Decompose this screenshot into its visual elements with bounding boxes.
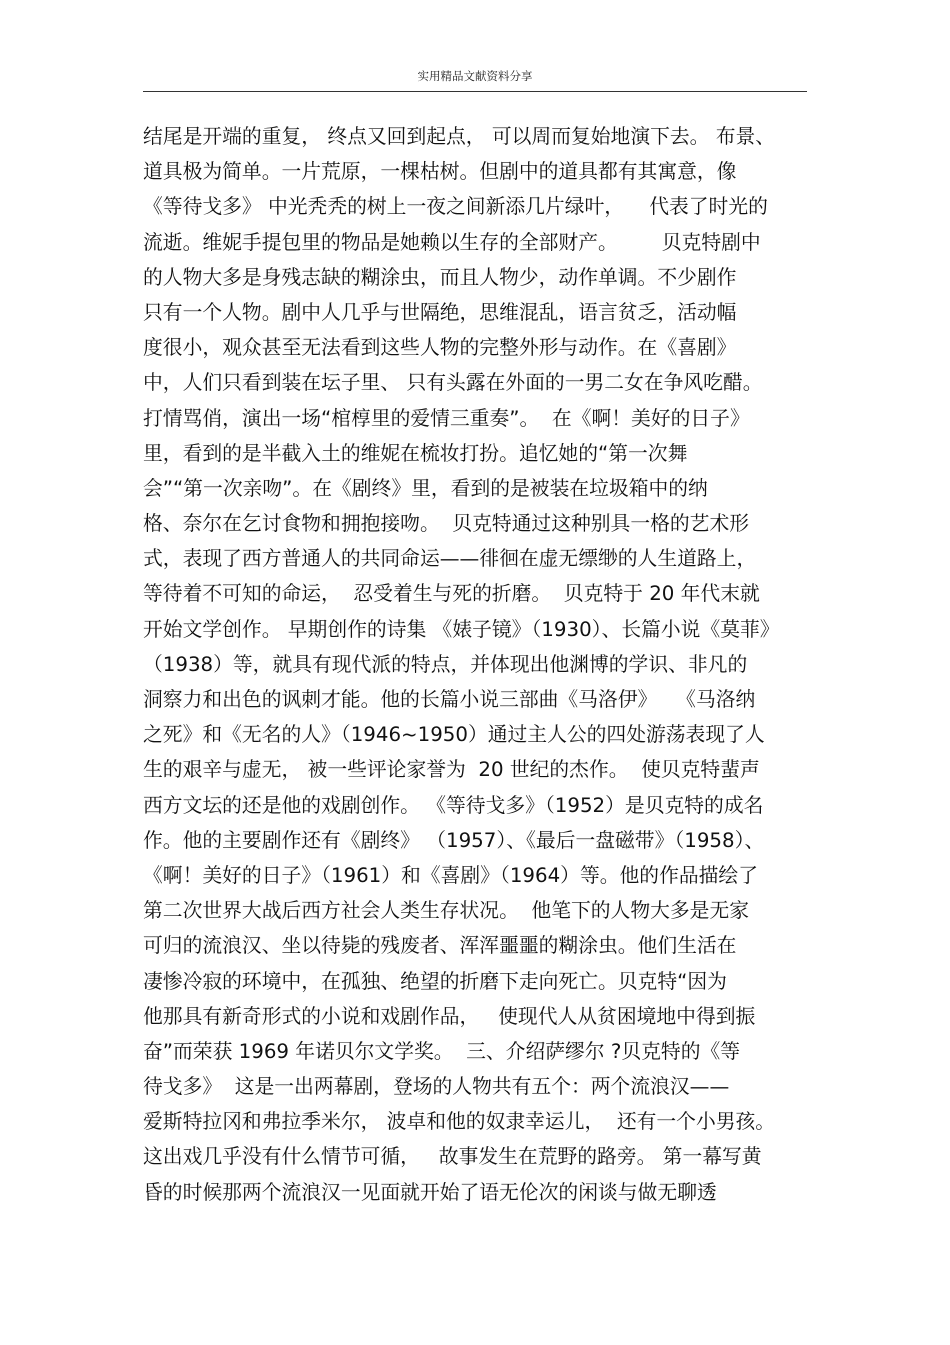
text-line: （1938）等，就具有现代派的特点，并体现出他渊博的学识、非凡的 [143, 652, 748, 676]
text-line: 第二次世界大战后西方社会人类生存状况。 他笔下的人物大多是无家 [143, 899, 750, 923]
text-line: 流逝。维妮手提包里的物品是她赖以生存的全部财产。 贝克特剧中 [143, 230, 761, 254]
text-line: 爱斯特拉冈和弗拉季米尔， 波卓和他的奴隶幸运儿， 还有一个小男孩。 [143, 1110, 776, 1134]
text-line: 等待着不可知的命运， 忍受着生与死的折磨。 贝克特于 20 年代末就 [143, 582, 760, 606]
text-line: 《等待戈多》 中光秃秃的树上一夜之间新添几片绿叶， 代表了时光的 [143, 195, 768, 219]
text-line: 只有一个人物。剧中人几乎与世隔绝，思维混乱，语言贫乏，活动幅 [143, 300, 737, 324]
text-line: 可归的流浪汉、坐以待毙的残废者、浑浑噩噩的糊涂虫。他们生活在 [143, 934, 737, 958]
text-line: 凄惨冷寂的环境中，在孤独、绝望的折磨下走向死亡。贝克特“因为 [143, 969, 727, 993]
text-line: 生的艰辛与虚无， 被一些评论家誉为 20 世纪的杰作。 使贝克特蜚声 [143, 758, 760, 782]
text-line: 度很小，观众甚至无法看到这些人物的完整外形与动作。在《喜剧》 [143, 336, 737, 360]
page-header: 实用精品文献资料分享 [417, 69, 533, 83]
text-line: 他那具有新奇形式的小说和戏剧作品， 使现代人从贫困境地中得到振 [143, 1004, 756, 1028]
text-line: 结尾是开端的重复， 终点又回到起点， 可以周而复始地演下去。 布景、 [143, 125, 776, 148]
text-line: 洞察力和出色的讽刺才能。他的长篇小说三部曲《马洛伊》 《马洛纳 [143, 688, 756, 711]
text-line: 奋”而荣获 1969 年诺贝尔文学奖。 三、介绍萨缪尔 ?贝克特的《等 [143, 1039, 741, 1063]
text-line: 作。他的主要剧作还有《剧终》 （1957）、《最后一盘磁带》（1958）、 [143, 828, 765, 852]
text-line: 之死》和《无名的人》（1946~1950）通过主人公的四处游荡表现了人 [143, 723, 765, 747]
text-line: 打情骂俏，演出一场“棺椁里的爱情三重奏”。 在《啊！美好的日子》 [143, 406, 750, 430]
text-line: 西方文坛的还是他的戏剧创作。 《等待戈多》（1952）是贝克特的成名 [143, 793, 764, 817]
text-line: 开始文学创作。 早期创作的诗集 《婊子镜》（1930）、长篇小说《莫菲》 [143, 617, 780, 641]
header-divider [143, 91, 807, 92]
text-line: 的人物大多是身残志缺的糊涂虫，而且人物少，动作单调。不少剧作 [143, 265, 737, 289]
text-line: 式，表现了西方普通人的共同命运——徘徊在虚无缥缈的人生道路上， [143, 547, 757, 571]
text-line: 格、奈尔在乞讨食物和拥抱接吻。 贝克特通过这种别具一格的艺术形 [143, 512, 750, 536]
text-line: 会”“第一次亲吻”。在《剧终》里，看到的是被装在垃圾箱中的纳 [143, 476, 708, 500]
document-body [143, 119, 807, 1210]
text-line: 道具极为简单。一片荒原，一棵枯树。但剧中的道具都有其寓意，像 [143, 160, 737, 184]
text-line: 昏的时候那两个流浪汉一见面就开始了语无伦次的闲谈与做无聊透 [143, 1180, 717, 1204]
text-line: 待戈多》 这是一出两幕剧，登场的人物共有五个：两个流浪汉—— [143, 1075, 730, 1099]
text-line: 中，人们只看到装在坛子里、 只有头露在外面的一男二女在争风吃醋。 [143, 371, 763, 395]
text-line: 《啊！美好的日子》（1961）和《喜剧》（1964）等。他的作品描绘了 [143, 863, 758, 887]
text-line: 这出戏几乎没有什么情节可循， 故事发生在荒野的路旁。 第一幕写黄 [143, 1145, 762, 1169]
text-line: 里，看到的是半截入土的维妮在梳妆打扮。追忆她的“第一次舞 [143, 441, 688, 465]
